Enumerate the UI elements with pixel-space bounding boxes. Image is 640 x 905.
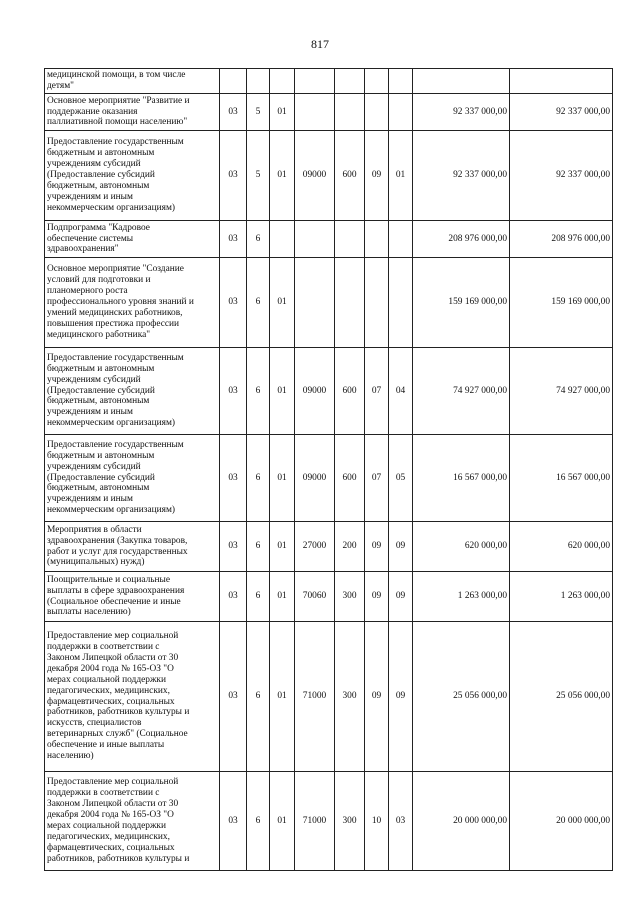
code-measure-cell-text: 01 [277,106,287,117]
code-measure-cell [270,572,295,622]
code-direction-cell [295,522,335,572]
amount-total-cell-text: 92 337 000,00 [556,106,610,117]
code-section-cell-text: 09 [371,170,382,181]
code-program-cell-text: 03 [228,541,238,552]
code-measure-cell [270,94,295,131]
code-subsection-cell [389,221,413,258]
code-section-cell-text: 09 [371,691,382,702]
code-program-cell [220,572,247,622]
code-measure-cell-text: 01 [277,691,287,702]
code-expense-type-cell [335,221,365,258]
code-program-cell-text: 03 [228,106,238,117]
code-subsection-cell [389,131,413,221]
code-subprogram-cell-text: 6 [255,815,261,826]
code-expense-type-cell-text: 300 [342,815,357,826]
code-direction-cell [295,348,335,435]
page-number: 817 [311,37,329,51]
row-name-cell-text: Предоставление мер социальной поддержки в соответствии с Законом Липецкой области от 30 декабря 2004 года № 165-ОЗ "О мерах социальной поддержки педагогических, медицинских, фармацевтических, социальных работников, работников культуры и [47,777,190,864]
code-section-cell [365,522,389,572]
table-row [45,572,613,622]
code-section-cell [365,435,389,522]
code-direction-cell [295,221,335,258]
code-expense-type-cell [335,94,365,131]
budget-table [44,68,613,871]
code-expense-type-cell [335,131,365,221]
code-program-cell [220,69,247,94]
code-measure-cell [270,258,295,348]
code-measure-cell-text: 01 [277,385,287,396]
code-subprogram-cell [247,258,270,348]
code-program-cell-text: 03 [228,385,238,396]
code-expense-type-cell [335,522,365,572]
code-expense-type-cell [335,69,365,94]
code-program-cell-text: 03 [228,691,238,702]
row-name-cell [45,69,220,94]
code-subprogram-cell [247,348,270,435]
code-subsection-cell [389,522,413,572]
row-name-cell-text: Предоставление государственным бюджетным и автономным учреждениям субсидий (Предоставление субсидий бюджетным, автономным учреждениям и иным некоммерческим организациям) [47,352,184,429]
code-section-cell-text: 07 [371,385,382,396]
row-name-cell-text: Мероприятия в области здравоохранения (Закупка товаров, работ и услуг для государственных (муниципальных) нужд) [47,524,188,568]
amount-total-cell-text: 620 000,00 [567,541,610,552]
code-section-cell [365,622,389,772]
code-direction-cell [295,572,335,622]
amount-cell-text: 208 976 000,00 [448,233,507,244]
code-subsection-cell-text: 03 [395,815,406,826]
code-measure-cell [270,522,295,572]
amount-total-cell [510,772,613,871]
amount-total-cell [510,572,613,622]
code-measure-cell-text: 01 [277,591,287,602]
amount-total-cell-text: 159 169 000,00 [551,297,610,308]
amount-cell-text: 25 056 000,00 [453,691,507,702]
code-section-cell [365,772,389,871]
code-measure-cell-text: 01 [277,815,287,826]
code-section-cell-text: 09 [371,541,382,552]
amount-total-cell-text: 208 976 000,00 [551,233,610,244]
code-subprogram-cell-text: 6 [255,297,261,308]
row-name-cell [45,622,220,772]
code-expense-type-cell-text: 600 [342,170,357,181]
amount-total-cell-text: 92 337 000,00 [556,170,610,181]
code-subsection-cell [389,94,413,131]
amount-cell [413,522,510,572]
amount-total-cell-text: 1 263 000,00 [560,591,610,602]
row-name-cell-text: Предоставление мер социальной поддержки в соответствии с Законом Липецкой области от 30 декабря 2004 года № 165-ОЗ "О мерах социальной поддержки педагогических, медицинских, фармацевтических, социальных работников, работников культуры и искусств, специалистов ветеринарных служб" (Социальное обеспечение и иные выплаты населению) [47,631,190,762]
code-subsection-cell [389,772,413,871]
code-direction-cell-text: 71000 [302,815,327,826]
amount-total-cell [510,221,613,258]
code-subsection-cell [389,69,413,94]
code-program-cell-text: 03 [228,233,238,244]
code-subsection-cell [389,572,413,622]
code-measure-cell [270,221,295,258]
code-subprogram-cell-text: 5 [255,170,261,181]
code-measure-cell [270,435,295,522]
code-program-cell [220,435,247,522]
amount-cell-text: 16 567 000,00 [453,472,507,483]
table-row [45,94,613,131]
code-program-cell-text: 03 [228,297,238,308]
code-direction-cell-text: 70060 [302,591,327,602]
table-body [45,69,613,871]
code-expense-type-cell-text: 200 [342,541,357,552]
table-row [45,69,613,94]
code-direction-cell-text: 27000 [302,541,327,552]
code-subprogram-cell [247,131,270,221]
code-direction-cell [295,131,335,221]
code-subprogram-cell [247,522,270,572]
code-subsection-cell-text: 09 [395,541,406,552]
amount-total-cell [510,348,613,435]
code-program-cell [220,348,247,435]
code-subsection-cell-text: 09 [395,691,406,702]
table-row [45,131,613,221]
code-expense-type-cell-text: 300 [342,691,357,702]
code-measure-cell [270,131,295,221]
row-name-cell [45,522,220,572]
code-subprogram-cell [247,622,270,772]
code-section-cell [365,348,389,435]
code-subprogram-cell [247,94,270,131]
code-subsection-cell [389,435,413,522]
amount-cell-text: 620 000,00 [464,541,507,552]
amount-cell-text: 20 000 000,00 [453,815,507,826]
amount-cell [413,348,510,435]
code-direction-cell [295,435,335,522]
code-measure-cell [270,348,295,435]
amount-total-cell-text: 74 927 000,00 [556,385,610,396]
row-name-cell-text: медицинской помощи, в том числе детям" [47,70,186,91]
code-expense-type-cell [335,772,365,871]
code-subsection-cell-text: 05 [395,472,406,483]
code-expense-type-cell-text: 300 [342,591,357,602]
code-section-cell [365,94,389,131]
code-section-cell [365,221,389,258]
code-direction-cell-text: 09000 [302,385,327,396]
code-measure-cell [270,622,295,772]
row-name-cell-text: Подпрограмма "Кадровое обеспечение системы здравоохранения" [47,222,150,255]
amount-cell [413,221,510,258]
amount-total-cell [510,94,613,131]
row-name-cell-text: Поощрительные и социальные выплаты в сфере здравоохранения (Социальное обеспечение и иные выплаты населению) [47,574,185,618]
code-direction-cell-text: 09000 [302,170,327,181]
row-name-cell [45,435,220,522]
code-expense-type-cell-text: 600 [342,385,357,396]
amount-total-cell [510,522,613,572]
code-section-cell-text: 10 [371,815,382,826]
code-measure-cell-text: 01 [277,472,287,483]
amount-total-cell [510,69,613,94]
code-subprogram-cell [247,69,270,94]
amount-cell-text: 92 337 000,00 [453,106,507,117]
code-subprogram-cell-text: 6 [255,385,261,396]
code-subprogram-cell [247,221,270,258]
code-direction-cell-text: 09000 [302,472,327,483]
code-subprogram-cell-text: 6 [255,472,261,483]
code-program-cell-text: 03 [228,591,238,602]
code-expense-type-cell [335,622,365,772]
code-program-cell-text: 03 [228,815,238,826]
code-expense-type-cell [335,572,365,622]
code-subsection-cell [389,622,413,772]
code-measure-cell [270,69,295,94]
code-program-cell [220,94,247,131]
amount-cell [413,94,510,131]
code-section-cell [365,258,389,348]
code-subsection-cell-text: 04 [395,385,406,396]
code-expense-type-cell [335,435,365,522]
code-direction-cell [295,772,335,871]
code-subprogram-cell [247,435,270,522]
amount-total-cell [510,131,613,221]
code-subprogram-cell-text: 6 [255,691,261,702]
code-direction-cell [295,94,335,131]
code-subprogram-cell-text: 6 [255,541,261,552]
row-name-cell-text: Предоставление государственным бюджетным и автономным учреждениям субсидий (Предоставление субсидий бюджетным, автономным учреждениям и иным некоммерческим организациям) [47,439,184,516]
code-subprogram-cell [247,772,270,871]
code-subsection-cell-text: 01 [395,170,406,181]
code-program-cell [220,622,247,772]
table-row [45,258,613,348]
row-name-cell-text: Основное мероприятие "Развитие и поддержание оказания паллиативной помощи населению" [47,95,190,128]
code-direction-cell [295,258,335,348]
code-program-cell [220,131,247,221]
table-row [45,772,613,871]
amount-cell-text: 92 337 000,00 [453,170,507,181]
amount-total-cell [510,435,613,522]
amount-total-cell [510,258,613,348]
code-subprogram-cell-text: 6 [255,591,261,602]
row-name-cell [45,348,220,435]
amount-cell [413,131,510,221]
row-name-cell-text: Основное мероприятие "Создание условий для подготовки и планомерного роста профессионального уровня знаний и умений медицинских работников, повышения престижа профессии медицинского работника" [47,264,194,340]
code-subprogram-cell [247,572,270,622]
code-section-cell [365,69,389,94]
code-measure-cell-text: 01 [277,541,287,552]
code-expense-type-cell-text: 600 [342,472,357,483]
amount-cell [413,435,510,522]
code-direction-cell [295,69,335,94]
code-section-cell [365,572,389,622]
code-program-cell-text: 03 [228,472,238,483]
code-subsection-cell-text: 09 [395,591,406,602]
code-program-cell [220,772,247,871]
row-name-cell [45,221,220,258]
amount-cell-text: 74 927 000,00 [453,385,507,396]
row-name-cell [45,772,220,871]
table-row [45,622,613,772]
amount-cell [413,622,510,772]
table-row [45,348,613,435]
table-row [45,221,613,258]
table-row [45,435,613,522]
code-subsection-cell [389,348,413,435]
code-expense-type-cell [335,258,365,348]
code-section-cell-text: 09 [371,591,382,602]
amount-total-cell-text: 16 567 000,00 [556,472,610,483]
amount-total-cell [510,622,613,772]
row-name-cell [45,94,220,131]
amount-cell [413,772,510,871]
code-direction-cell [295,622,335,772]
code-expense-type-cell [335,348,365,435]
row-name-cell [45,258,220,348]
amount-cell-text: 1 263 000,00 [457,591,507,602]
code-program-cell [220,258,247,348]
row-name-cell [45,131,220,221]
amount-total-cell-text: 25 056 000,00 [556,691,610,702]
code-program-cell-text: 03 [228,170,238,181]
code-section-cell [365,131,389,221]
code-program-cell [220,522,247,572]
code-subsection-cell [389,258,413,348]
amount-cell [413,572,510,622]
amount-cell [413,258,510,348]
amount-cell-text: 159 169 000,00 [448,297,507,308]
row-name-cell-text: Предоставление государственным бюджетным и автономным учреждениям субсидий (Предоставление субсидий бюджетным, автономным учреждениям и иным некоммерческим организациям) [47,137,184,213]
amount-total-cell-text: 20 000 000,00 [556,815,610,826]
code-direction-cell-text: 71000 [302,691,327,702]
code-subprogram-cell-text: 5 [255,106,261,117]
code-subprogram-cell-text: 6 [255,233,261,244]
code-section-cell-text: 07 [371,472,382,483]
code-program-cell [220,221,247,258]
code-measure-cell [270,772,295,871]
row-name-cell [45,572,220,622]
code-measure-cell-text: 01 [277,170,287,181]
code-measure-cell-text: 01 [277,297,287,308]
table-row [45,522,613,572]
amount-cell [413,69,510,94]
